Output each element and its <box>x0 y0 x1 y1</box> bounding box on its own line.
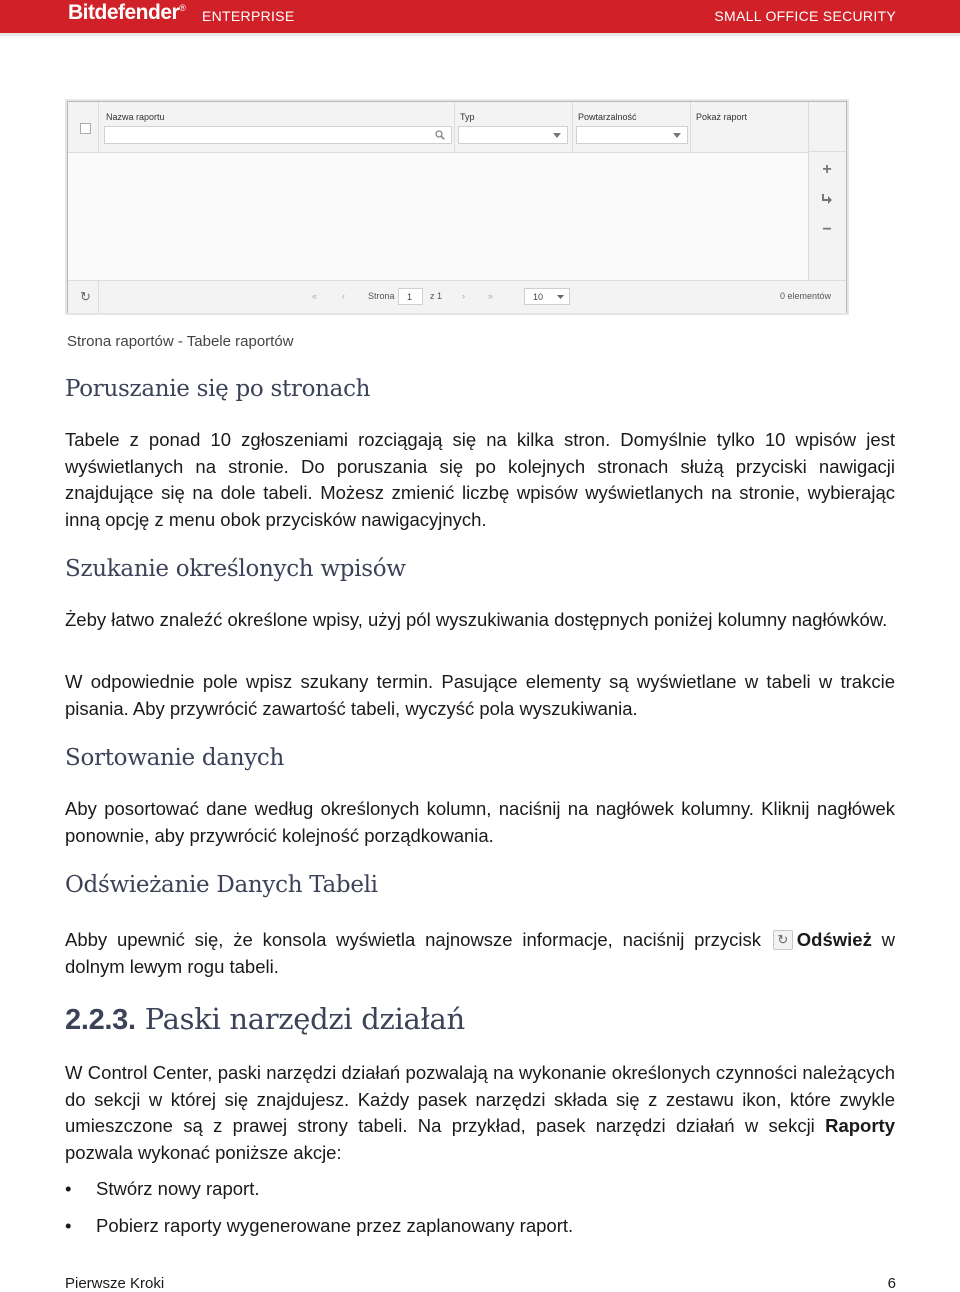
section-heading-toolbars: 2.2.3. Paski narzędzi działań <box>65 1002 465 1036</box>
column-header-name[interactable]: Nazwa raportu <box>106 112 165 122</box>
toolbars-paragraph: W Control Center, paski narzędzi działań pozwalają na wykonanie określonych czynności należących do sekcji w której się znajdujesz. Każdy pasek narzędzi składa się z zestawu ikon, które zwykle umieszczone są z prawej strony tabeli. Na przykład, pasek narzędzi działań w sekcji Raporty pozwala wykonać poniższe akcje: <box>65 1062 896 1163</box>
first-page-button[interactable]: « <box>312 291 318 301</box>
toolbar-header <box>808 102 846 152</box>
page-label: Strona <box>368 291 395 301</box>
name-search-input[interactable] <box>104 126 452 144</box>
column-header-show-report[interactable]: Pokaż raport <box>696 112 748 122</box>
refresh-paragraph: Abby upewnić się, że konsola wyświetla najnowsze informacje, naciśnij przycisk ↻ Odśwież w dolnym lewym rogu tabeli. <box>65 929 896 977</box>
top-banner <box>0 0 960 36</box>
reports-table-screenshot <box>67 101 847 313</box>
recurrence-filter-select[interactable] <box>576 126 688 144</box>
brand-logo: Bitdefender® <box>68 1 186 24</box>
refresh-icon: ↻ <box>773 930 793 950</box>
type-filter-select[interactable] <box>458 126 568 144</box>
table-header <box>68 102 808 153</box>
action-toolbar <box>808 152 846 280</box>
search-icon <box>435 130 445 140</box>
page-input[interactable]: 1 <box>398 288 423 305</box>
search-paragraph-2: W odpowiednie pole wpisz szukany termin. Pasujące elementy są wyświetlane w tabeli w trakcie pisania. Aby przywrócić zawartość tabeli, wyczyść pola wyszukiwania. <box>65 671 895 719</box>
per-page-value: 10 <box>533 292 544 302</box>
select-all-checkbox[interactable] <box>80 123 91 134</box>
column-header-recurrence[interactable]: Powtarzalność <box>578 112 637 122</box>
minus-icon[interactable]: − <box>822 221 832 238</box>
navigation-paragraph: Tabele z ponad 10 zgłoszeniami rozciągają się na kilka stron. Domyślnie tylko 10 wpisów jest wyświetlanych na stronie. Do poruszania się po kolejnych stronach służą przyciski nawigacji znajdujące się na dole tabeli. Możesz zmienić liczbę wpisów wyświetlanych na stronie, wybierając inną opcję z menu obok przycisków nawigacyjnych. <box>65 429 895 530</box>
section-heading-sorting: Sortowanie danych <box>65 745 285 771</box>
item-count: 0 elementów <box>780 291 832 301</box>
table-footer <box>68 280 846 313</box>
last-page-button[interactable]: » <box>488 291 494 301</box>
section-heading-navigation: Poruszanie się po stronach <box>65 376 371 402</box>
refresh-icon[interactable]: ↻ <box>80 289 91 304</box>
chevron-down-icon <box>673 133 681 138</box>
product-name: SMALL OFFICE SECURITY <box>714 8 896 24</box>
chevron-down-icon <box>557 295 564 299</box>
section-heading-refresh: Odświeżanie Danych Tabeli <box>65 872 378 898</box>
figure-caption: Strona raportów - Tabele raportów <box>67 333 294 350</box>
download-icon[interactable] <box>817 190 837 210</box>
footer-section-name: Pierwsze Kroki <box>65 1275 165 1292</box>
page-total: z 1 <box>430 291 443 301</box>
plus-icon[interactable]: + <box>822 161 832 178</box>
previous-page-button[interactable]: ‹ <box>342 291 345 301</box>
sorting-paragraph: Aby posortować dane według określonych kolumn, naciśnij na nagłówek kolumny. Kliknij nagłówek ponownie, aby przywrócić kolejność porządkowania. <box>65 798 895 846</box>
section-heading-search: Szukanie określonych wpisów <box>65 556 406 582</box>
page-number: 6 <box>887 1275 896 1292</box>
brand-subtitle: ENTERPRISE <box>202 8 295 24</box>
per-page-select[interactable] <box>524 288 570 305</box>
chevron-down-icon <box>553 133 561 138</box>
column-header-type[interactable]: Typ <box>460 112 475 122</box>
next-page-button[interactable]: › <box>462 291 465 301</box>
search-paragraph-1: Żeby łatwo znaleźć określone wpisy, użyj pól wyszukiwania dostępnych poniżej kolumny nagłówków. <box>65 609 888 630</box>
refresh-button-label: Odśwież <box>796 929 872 950</box>
